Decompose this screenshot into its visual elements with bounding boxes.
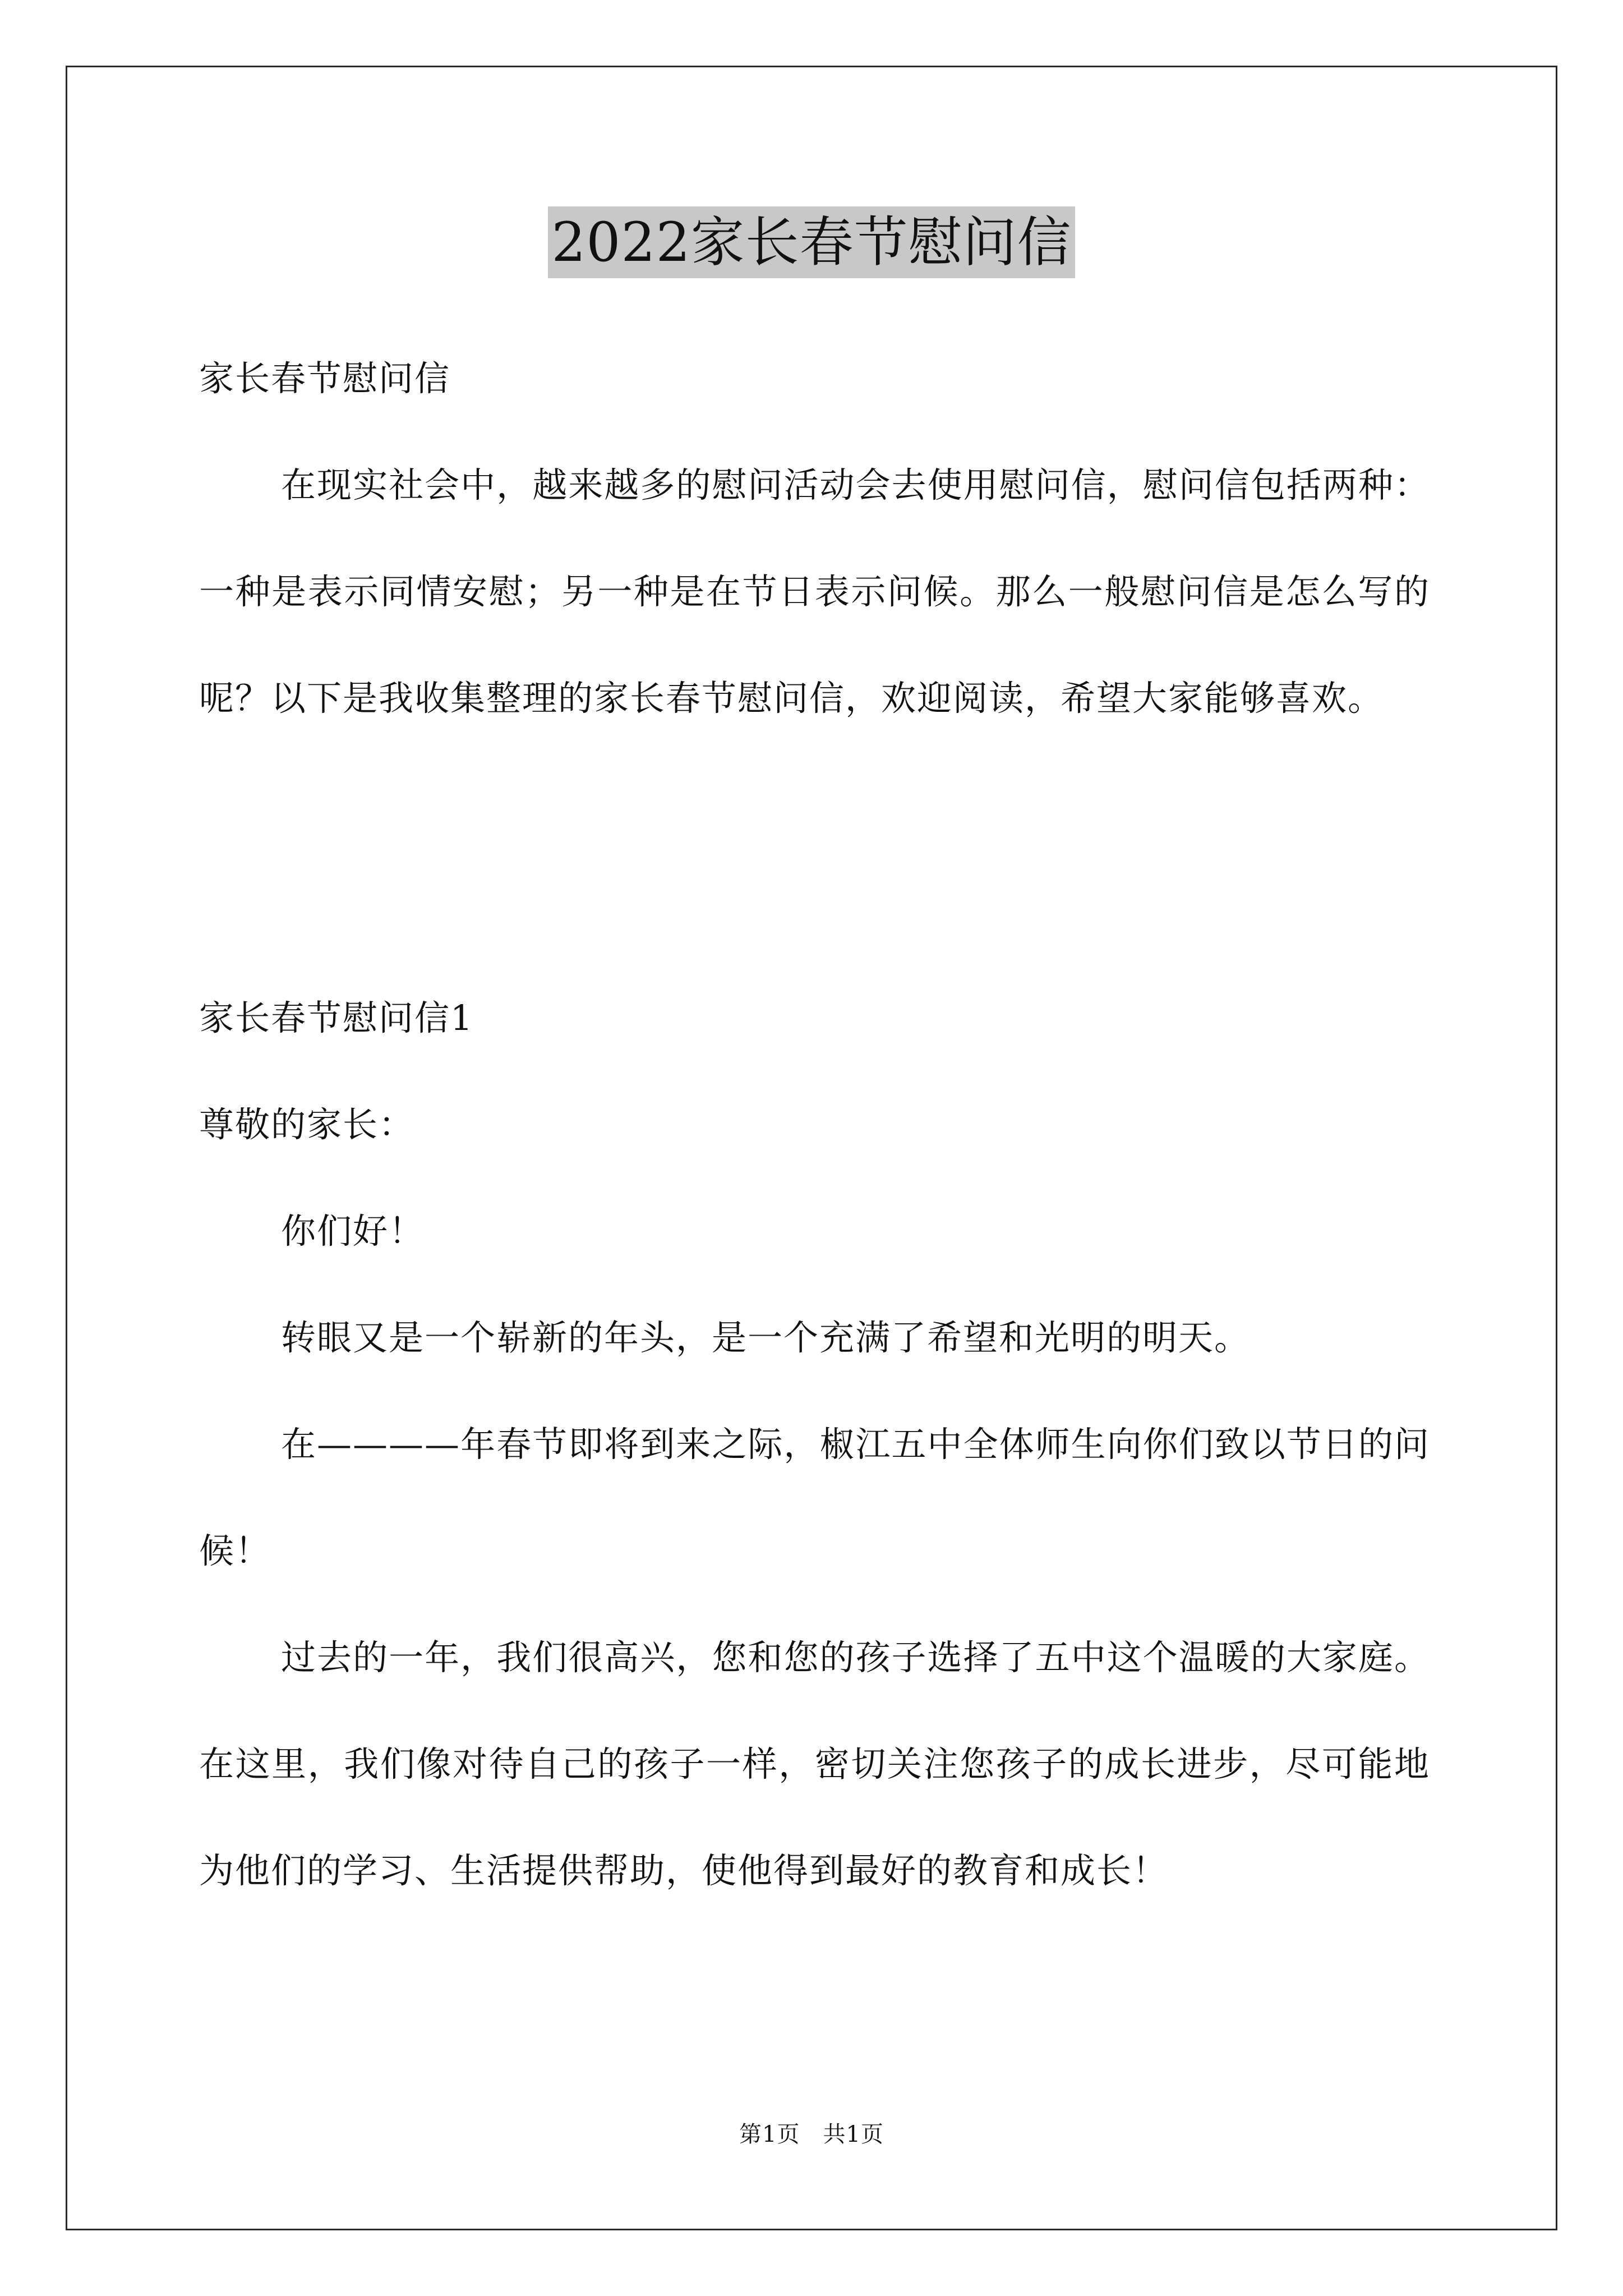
body-paragraph: 过去的一年，我们很高兴，您和您的孩子选择了五中这个温暖的大家庭。在这里，我们像对待自己的孩子一样，密切关注您孩子的成长进步，尽可能地为他们的学习、生活提供帮助，使他得到最好的教育和成长！ [199,1637,1430,1891]
body-paragraph: 转眼又是一个崭新的年头，是一个充满了希望和光明的明天。 [281,1317,1251,1358]
title-container [0,206,1623,278]
document-title: 2022家长春节慰问信 [548,206,1075,278]
body-paragraph: 在————年春节即将到来之际，椒江五中全体师生向你们致以节日的问候！ [199,1424,1430,1571]
page-footer: 第1页 共1页 [739,2122,884,2147]
section-heading: 家长春节慰问信1 [199,997,474,1038]
subtitle: 家长春节慰问信 [199,358,451,399]
salutation: 尊敬的家长： [199,1104,415,1145]
intro-paragraph: 在现实社会中，越来越多的慰问活动会去使用慰问信，慰问信包括两种：一种是表示同情安慰；另一种是在节日表示问候。那么一般慰问信是怎么写的呢？以下是我收集整理的家长春节慰问信，欢迎阅读，希望大家能够喜欢。 [199,464,1430,719]
greeting: 你们好！ [281,1211,425,1251]
